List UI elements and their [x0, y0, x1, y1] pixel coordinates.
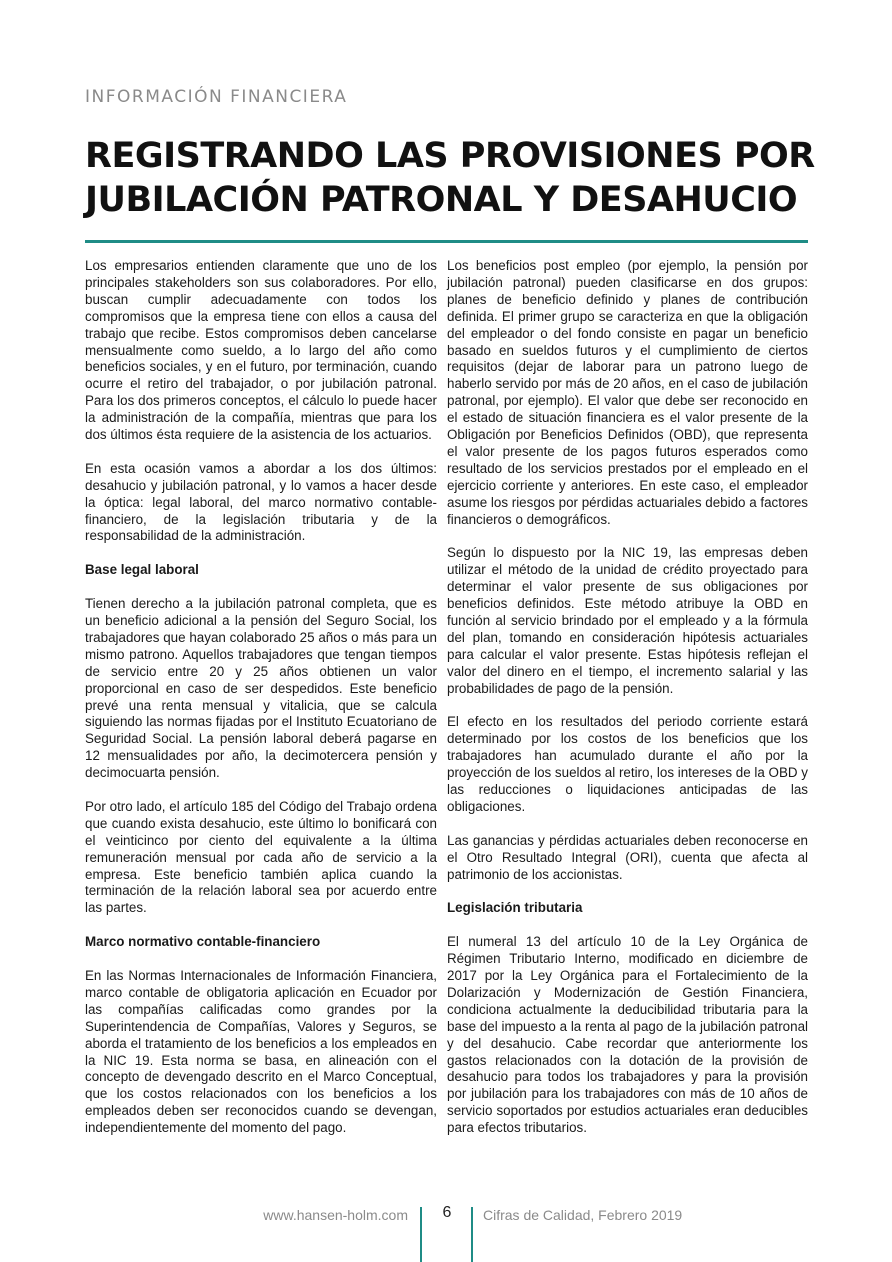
section-heading-legislacion: Legislación tributaria	[447, 900, 583, 916]
footer-divider-right	[471, 1207, 473, 1262]
paragraph: Los beneficios post empleo (por ejemplo, la pensión por jubilación patronal) pueden clasificarse en dos grupos: planes de beneficio definido y planes de contribución definida. El primer grupo se caracteriza en que la obligación del empleador o del fondo consiste en pagar un beneficio basado en sueldos futuros y el cumplimiento de ciertos requisitos (dejar de laborar para un patrono luego de haberlo servido por más de 20 años, en el caso de jubilación patronal, por ejemplo). El valor que debe ser reconocido en el estado de situación financiera es el valor presente de la Obligación por Beneficios Definidos (OBD), que representa el valor presente de los pagos futuros esperados como resultado de los servicios prestados por el empleado en el ejercicio corriente y anteriores. En este caso, el empleador asume los riesgos por pérdidas actuariales debido a factores financieros o demográficos.	[447, 258, 809, 527]
title-line-2: JUBILACIÓN PATRONAL Y DESAHUCIO	[85, 180, 798, 220]
left-column	[85, 258, 437, 1154]
paragraph: Tienen derecho a la jubilación patronal completa, que es un beneficio adicional a la pensión del Seguro Social, los trabajadores que hayan colaborado 25 años o más para un mismo patrono. Aquellos trabajadores que tengan tiempos de servicio entre 20 y 25 años obtienen un valor proporcional en caso de ser despedidos. Este beneficio prevé una renta mensual y vitalicia, que se calcula siguiendo las normas fijadas por el Instituto Ecuatoriano de Seguridad Social. La pensión laboral deberá pagarse en 12 mensualidades por año, la decimotercera pensión y decimocuarta pensión.	[85, 596, 437, 781]
paragraph: Según lo dispuesto por la NIC 19, las empresas deben utilizar el método de la unidad de crédito proyectado para determinar el valor presente de sus obligaciones por beneficios definidos. Este método atribuye la OBD en función al servicio brindado por el empleado y a la fórmula del plan, tomando en consideración hipótesis actuariales para calcular el valor presente. Estas hipótesis reflejan el valor del dinero en el tiempo, el incremento salarial y las probabilidades de pago de la pensión.	[447, 545, 808, 696]
footer-publication: Cifras de Calidad, Febrero 2019	[483, 1207, 683, 1223]
section-heading-marco-normativo: Marco normativo contable-financiero	[85, 934, 321, 950]
paragraph: En las Normas Internacionales de Información Financiera, marco contable de obligatoria aplicación en Ecuador por las compañías calificadas como grandes por la Superintendencia de Compañías, Valores y Seguros, se aborda el tratamiento de los beneficios a los empleados en la NIC 19. Esta norma se basa, en alineación con el concepto de devengado descrito en el Marco Conceptual, que los costos relacionados con los beneficios a los empleados deben ser reconocidos cuando se devengan, independientemente del momento del pago.	[85, 967, 437, 1136]
footer-divider-left	[420, 1207, 422, 1262]
footer-website: www.hansen-holm.com	[263, 1207, 408, 1223]
section-label: INFORMACIÓN FINANCIERA	[85, 87, 348, 107]
title-divider	[85, 240, 808, 243]
page-number: 6	[442, 1204, 452, 1221]
section-heading-base-legal: Base legal laboral	[85, 562, 199, 578]
paragraph: En esta ocasión vamos a abordar a los dos últimos: desahucio y jubilación patronal, y lo vamos a hacer desde la óptica: legal laboral, del marco normativo contable-financiero, de la legislación tributaria y de la responsabilidad de la administración.	[85, 460, 437, 544]
paragraph: Las ganancias y pérdidas actuariales deben reconocerse en el Otro Resultado Integral (ORI), cuenta que afecta al patrimonio de los accionistas.	[447, 832, 808, 882]
paragraph: Los empresarios entienden claramente que uno de los principales stakeholders son sus colaboradores. Por ello, buscan cumplir adecuadamente con todos los compromisos que la empresa tiene con ellos a causa del trabajo que recibe. Estos compromisos deben cancelarse mensualmente como sueldo, a lo largo del año como beneficios sociales, y en el futuro, por terminación, cuando ocurre el retiro del trabajador, o por jubilación patronal. Para los dos primeros conceptos, el cálculo lo puede hacer la administración de la compañía, mientras que para los dos últimos ésta requiere de la asistencia de los actuarios.	[85, 258, 437, 443]
page-title	[85, 134, 815, 222]
paragraph: El efecto en los resultados del periodo corriente estará determinado por los costos de los beneficios que los trabajadores han acumulado durante el año por la proyección de los sueldos al retiro, los intereses de la OBD y las reducciones o liquidaciones anticipadas de las obligaciones.	[447, 714, 808, 814]
paragraph: Por otro lado, el artículo 185 del Código del Trabajo ordena que cuando exista desahucio, este último lo bonificará con el veinticinco por ciento del equivalente a la última remuneración mensual por cada año de servicio a la empresa. Este beneficio también aplica cuando la terminación de la relación laboral sea por acuerdo entre las partes.	[85, 798, 437, 916]
paragraph: El numeral 13 del artículo 10 de la Ley Orgánica de Régimen Tributario Interno, modificado en diciembre de 2017 por la Ley Orgánica para el Fortalecimiento de la Dolarización y Modernización de Gestión Financiera, condiciona actualmente la deducibilidad tributaria para la base del impuesto a la renta al pago de la jubilación patronal y del desahucio. Cabe recordar que anteriormente los gastos relacionados con la dotación de la provisión de desahucio para todos los trabajadores y para la provisión por jubilación para los trabajadores con más de 10 años de servicio soportados por estudios actuariales eran deducibles para efectos tributarios.	[447, 934, 808, 1136]
right-column	[447, 258, 808, 1154]
title-line-1: REGISTRANDO LAS PROVISIONES POR	[85, 136, 815, 176]
